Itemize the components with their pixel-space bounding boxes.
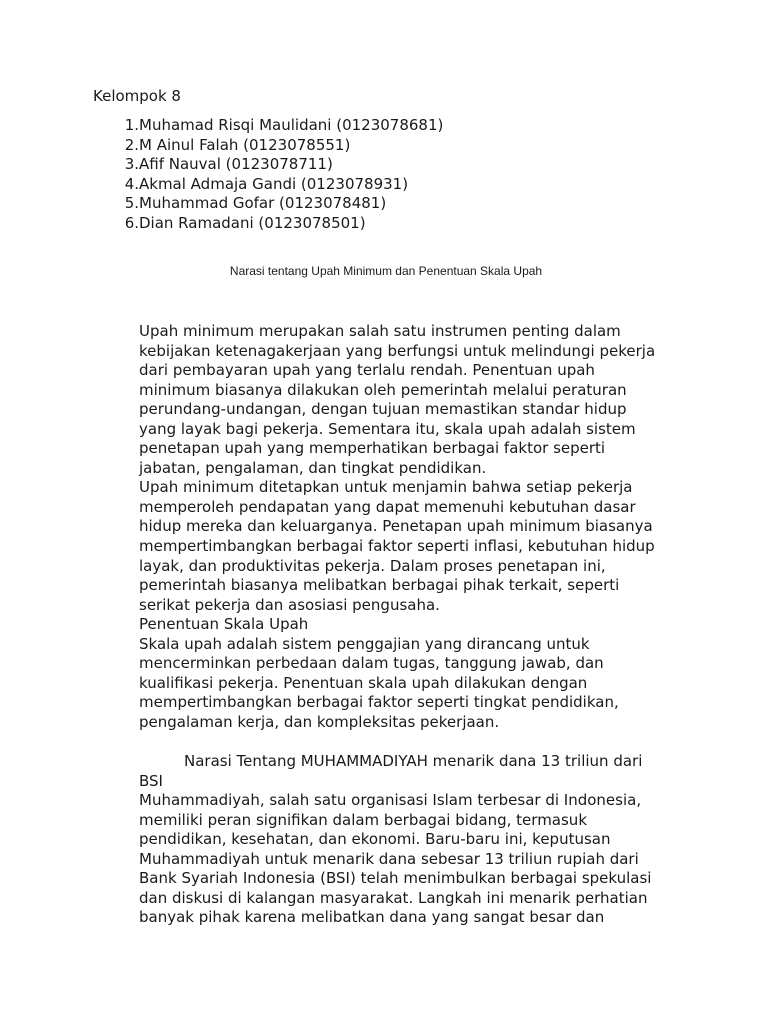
body-text: [139, 322, 679, 928]
member-name: Muhamad Risqi Maulidani (0123078681): [139, 116, 444, 134]
list-number: 2.: [124, 135, 139, 154]
document-heading: Narasi tentang Upah Minimum dan Penentuan Skala Upah: [229, 264, 543, 278]
list-item: [110, 116, 443, 136]
paragraph-upah-minimum-detail: Upah minimum ditetapkan untuk menjamin bahwa setiap pekerja memperoleh pendapatan yang dapat memenuhi kebutuhan dasar hidup mereka dan keluarganya. Penetapan upah minimum biasanya mempertimbangkan berbagai faktor seperti inflasi, kebutuhan hidup layak, dan produktivitas pekerja. Dalam proses penetapan ini, pemerintah biasanya melibatkan berbagai pihak terkait, seperti serikat pekerja dan asosiasi pengusaha.: [139, 478, 655, 614]
list-number: 6.: [124, 213, 139, 232]
section-heading-muhammadiyah: Narasi Tentang MUHAMMADIYAH menarik dana 13 triliun dari: [184, 752, 643, 771]
list-number: 4.: [124, 174, 139, 193]
list-item: [110, 194, 443, 214]
list-item: [110, 155, 443, 175]
paragraph-upah-minimum-intro: Upah minimum merupakan salah satu instrumen penting dalam kebijakan ketenagakerjaan yang berfungsi untuk melindungi pekerja dari pembayaran upah yang terlalu rendah. Penentuan upah minimum biasanya dilakukan oleh pemerintah melalui peraturan perundang-undangan, dengan tujuan memastikan standar hidup yang layak bagi pekerja. Sementara itu, skala upah adalah sistem penetapan upah yang memperhatikan berbagai faktor seperti jabatan, pengalaman, dan tingkat pendidikan.: [139, 322, 656, 477]
list-number: 1.: [124, 116, 139, 134]
paragraph-skala-upah: Skala upah adalah sistem penggajian yang dirancang untuk mencerminkan perbedaan dalam tugas, tanggung jawab, dan kualifikasi pekerja. Penentuan skala upah dilakukan dengan mempertimbangkan berbagai faktor seperti tingkat pendidikan, pengalaman kerja, dan kompleksitas pekerjaan.: [139, 634, 619, 731]
member-name: Afif Nauval (0123078711): [139, 155, 333, 173]
member-list: [110, 116, 443, 233]
paragraph-muhammadiyah: Muhammadiyah, salah satu organisasi Islam terbesar di Indonesia, memiliki peran signifikan dalam berbagai bidang, termasuk pendidikan, kesehatan, dan ekonomi. Baru-baru ini, keputusan Muhammadiyah untuk menarik dana sebesar 13 triliun rupiah dari Bank Syariah Indonesia (BSI) telah menimbulkan berbagai spekulasi dan diskusi di kalangan masyarakat. Langkah ini menarik perhatian banyak pihak karena melibatkan dana yang sangat besar dan: [139, 791, 652, 927]
list-item: [110, 136, 443, 156]
list-number: 3.: [124, 155, 139, 173]
member-name: Akmal Admaja Gandi (0123078931): [139, 174, 409, 193]
list-item: [110, 175, 443, 195]
member-name: Muhammad Gofar (0123078481): [139, 194, 387, 212]
group-title: Kelompok 8: [93, 87, 181, 105]
member-name: Dian Ramadani (0123078501): [139, 213, 366, 232]
section-heading-muhammadiyah-continued: BSI: [139, 771, 163, 790]
blank-line: [139, 732, 679, 752]
list-number: 5.: [124, 194, 139, 212]
member-name: M Ainul Falah (0123078551): [139, 135, 351, 154]
section-subheading: Penentuan Skala Upah: [139, 615, 309, 634]
list-item: [110, 214, 443, 234]
